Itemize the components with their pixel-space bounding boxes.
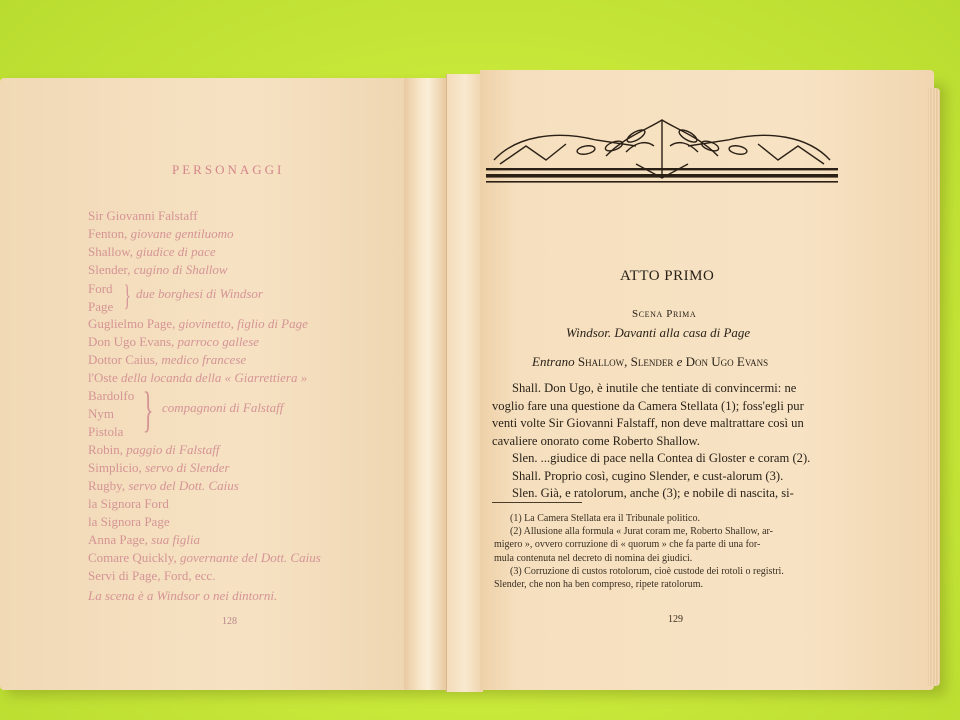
footnote-rule (492, 502, 582, 503)
character-description: giudice di pace (133, 244, 216, 259)
act-title: ATTO PRIMO (620, 268, 715, 284)
page-number-right: 129 (668, 614, 683, 625)
scene-place: Windsor. Davanti alla casa di Page (566, 325, 751, 340)
character-entry (88, 550, 321, 566)
character-name: Comare Quickly, (88, 550, 177, 565)
character-entry (88, 370, 307, 386)
brace-companions-desc: compagnoni di Falstaff (162, 400, 284, 415)
character-entry (88, 262, 228, 278)
scene-title: Scena Prima (632, 308, 697, 320)
character-description: sua figlia (147, 532, 200, 547)
character-entry (88, 424, 123, 440)
footnote-line: migero », ovvero corruzione di « quorum » che fa parte di una for- (494, 539, 761, 551)
character-entry (88, 388, 134, 404)
character-entry (88, 316, 308, 332)
character-description: servo di Slender (141, 460, 230, 475)
enter-sep-2: e (673, 354, 686, 369)
dialogue-line: Slen. Già, e ratolorum, anche (3); e nobile di nascita, si- (512, 486, 794, 500)
enter-name-3: Don Ugo Evans (685, 354, 769, 369)
character-name: Shallow, (88, 244, 134, 259)
footnote-line: (2) Allusione alla formula « Jurat coram me, Roberto Shallow, ar- (510, 526, 773, 538)
enter-name-2: Slender (630, 354, 674, 369)
setting-line: La scena è a Windsor o nei dintorni. (88, 588, 278, 603)
enter-prefix: Entrano (532, 354, 578, 369)
dialogue-line: Slen. ...giudice di pace nella Contea di Gloster e coram (2). (512, 451, 811, 465)
character-entry (88, 460, 230, 476)
character-name: Page (88, 299, 114, 314)
dialogue-line: Shall. Don Ugo, è inutile che tentiate di convincermi: ne (512, 381, 797, 395)
character-entry (88, 244, 216, 260)
character-description: servo del Dott. Caius (125, 478, 239, 493)
character-entry (88, 496, 169, 512)
book-gutter (404, 78, 448, 690)
character-description: governante del Dott. Caius (176, 550, 321, 565)
page-edges (928, 88, 940, 686)
character-name: la Signora Ford (88, 496, 169, 511)
footnote-line: Slender, che non ha ben compreso, ripete ratolorum. (494, 579, 703, 591)
character-entry (88, 478, 239, 494)
character-entry (88, 532, 200, 548)
character-name: Nym (88, 406, 114, 421)
character-entry (88, 352, 246, 368)
character-name: Simplicio, (88, 460, 142, 475)
footnote-line: (1) La Camera Stellata era il Tribunale politico. (510, 513, 700, 524)
character-entry (88, 406, 114, 422)
brace-ford-page: } (123, 279, 131, 312)
character-name: Guglielmo Page, (88, 316, 176, 331)
footnote-line: mula contenuta nel decreto di nomina dei giudici. (494, 552, 693, 564)
footnotes (494, 512, 854, 591)
character-description: giovane gentiluomo (127, 226, 234, 241)
character-entry (88, 442, 219, 458)
dialogue-line: venti volte Sir Giovanni Falstaff, non deve maltrattare così un (492, 416, 804, 430)
character-entry (88, 208, 198, 224)
character-name: Anna Page, (88, 532, 148, 547)
page-number-left: 128 (222, 616, 237, 627)
character-entry (88, 514, 170, 530)
brace-ford-page-desc: due borghesi di Windsor (136, 286, 263, 301)
character-description: parroco gallese (174, 334, 260, 349)
character-name: Slender, (88, 262, 131, 277)
character-description: medico francese (158, 352, 247, 367)
character-name: Servi di Page, Ford, ecc. (88, 568, 216, 583)
character-name: Pistola (88, 424, 124, 439)
character-name: l'Oste (88, 370, 118, 385)
character-name: Fenton, (88, 226, 128, 241)
character-name: Don Ugo Evans, (88, 334, 175, 349)
dialogue-line: Shall. Proprio così, cugino Slender, e cust-alorum (3). (512, 468, 784, 483)
character-name: Ford (88, 281, 113, 296)
footnote-line: (3) Corruzione di custos rotolorum, cioè custode dei rotoli o registri. (510, 565, 784, 577)
dialogue-block (492, 380, 848, 503)
character-description: giovinetto, figlio di Page (175, 316, 308, 331)
character-name: Sir Giovanni Falstaff (88, 208, 198, 223)
character-description: della locanda della « Giarrettiera » (117, 370, 308, 385)
character-name: Robin, (88, 442, 124, 457)
character-name: la Signora Page (88, 514, 170, 529)
ornament-headpiece (486, 116, 838, 190)
brace-companions: } (142, 381, 154, 437)
personaggi-title: PERSONAGGI (172, 162, 285, 177)
character-name: Dottor Caius, (88, 352, 159, 367)
dialogue-line: cavaliere onorato come Roberto Shallow. (492, 433, 700, 448)
stage-direction (532, 354, 768, 370)
enter-name-1: Shallow (577, 354, 625, 369)
character-name: Rugby, (88, 478, 126, 493)
dialogue-line: voglio fare una questione da Camera Stellata (1); foss'egli pur (492, 398, 804, 413)
enter-sep-1: , (624, 354, 631, 369)
character-name: Bardolfo (88, 388, 135, 403)
character-entry (88, 299, 113, 315)
character-entry (88, 334, 259, 350)
character-entry (88, 568, 215, 584)
character-entry (88, 226, 234, 242)
character-description: paggio di Falstaff (123, 442, 220, 457)
character-entry (88, 281, 113, 297)
character-description: cugino di Shallow (130, 262, 228, 277)
binding-strip (446, 74, 483, 692)
